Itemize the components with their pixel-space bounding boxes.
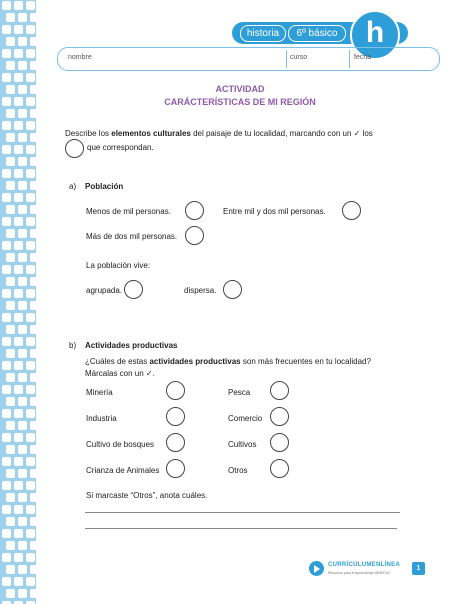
sidebar-tile: [26, 145, 35, 154]
sidebar-tile: [2, 457, 11, 466]
sidebar-tile: [14, 121, 23, 130]
sidebar-tile: [6, 133, 15, 142]
sidebar-tile: [14, 409, 23, 418]
sidebar-tile: [6, 445, 15, 454]
activity-label: Comercio: [228, 414, 263, 423]
activity-subtitle: CARÁCTERÍSTICAS DE MI REGIÓN: [164, 97, 316, 107]
activity-label: Crianza de Animales: [86, 466, 160, 475]
sidebar-tile: [18, 397, 27, 406]
sidebar-tile: [2, 1, 11, 10]
option-checkbox[interactable]: [223, 280, 242, 299]
sidebar-tile: [6, 397, 15, 406]
sidebar-tile: [14, 1, 23, 10]
sidebar-tile: [30, 37, 36, 46]
sidebar-tile: [18, 37, 27, 46]
activity-checkbox[interactable]: [270, 459, 289, 478]
sidebar-tile: [2, 73, 11, 82]
sidebar-tile: [6, 85, 15, 94]
sidebar-tile: [6, 541, 15, 550]
sidebar-tile: [2, 193, 11, 202]
option-checkbox[interactable]: [185, 226, 204, 245]
sidebar-tile: [2, 529, 11, 538]
activity-title: ACTIVIDAD: [215, 84, 265, 94]
section-b-marker: b): [69, 341, 77, 350]
decorative-sidebar: [0, 0, 36, 604]
brand-name: CURRÍCULUMENLÍNEA: [328, 562, 401, 568]
student-info-bar: [57, 47, 440, 71]
sidebar-tile: [6, 253, 15, 262]
sidebar-tile: [26, 481, 35, 490]
sidebar-tile: [26, 265, 35, 274]
sidebar-tile: [26, 457, 35, 466]
option-checkbox[interactable]: [185, 201, 204, 220]
sidebar-tile: [14, 25, 23, 34]
sidebar-tile: [26, 313, 35, 322]
sidebar-tile: [26, 577, 35, 586]
sidebar-tile: [6, 469, 15, 478]
sidebar-tile: [26, 217, 35, 226]
activity-checkbox[interactable]: [166, 459, 185, 478]
sidebar-tile: [6, 205, 15, 214]
question-text: La población vive:: [86, 261, 151, 270]
sidebar-tile: [2, 433, 11, 442]
sidebar-tile: [6, 61, 15, 70]
sidebar-tile: [14, 577, 23, 586]
sidebar-tile: [18, 61, 27, 70]
question-text-line2: Márcalas con un ✓.: [85, 369, 155, 378]
sidebar-tile: [26, 289, 35, 298]
brand-tagline: Recursos para el aprendizaje MINEDUC: [328, 571, 391, 575]
sidebar-tile: [2, 265, 11, 274]
sidebar-tile: [30, 61, 36, 70]
answer-line[interactable]: [85, 528, 397, 529]
date-field-label: fecha: [354, 54, 372, 61]
sidebar-tile: [30, 493, 36, 502]
sidebar-tile: [26, 529, 35, 538]
sidebar-tile: [18, 541, 27, 550]
activity-label: Otros: [228, 466, 248, 475]
sidebar-tile: [6, 109, 15, 118]
sidebar-tile: [6, 517, 15, 526]
sidebar-tile: [26, 241, 35, 250]
sidebar-tile: [6, 493, 15, 502]
sidebar-tile: [6, 325, 15, 334]
sidebar-tile: [14, 433, 23, 442]
sidebar-tile: [2, 481, 11, 490]
sidebar-tile: [18, 493, 27, 502]
sidebar-tile: [18, 205, 27, 214]
sidebar-tile: [14, 289, 23, 298]
sidebar-tile: [2, 337, 11, 346]
sidebar-tile: [30, 109, 36, 118]
instructions-text: Describe los elementos culturales del paisaje de tu localidad, marcando con un ✓ los: [65, 129, 373, 138]
sidebar-tile: [26, 505, 35, 514]
sidebar-tile: [30, 589, 36, 598]
sidebar-tile: [30, 157, 36, 166]
activity-label: Minería: [86, 388, 113, 397]
sidebar-tile: [26, 49, 35, 58]
sidebar-tile: [26, 385, 35, 394]
sidebar-tile: [2, 313, 11, 322]
activity-checkbox[interactable]: [166, 433, 185, 452]
sidebar-tile: [30, 85, 36, 94]
sidebar-tile: [2, 97, 11, 106]
sidebar-tile: [30, 277, 36, 286]
section-a-marker: a): [69, 182, 77, 191]
course-field-label: curso: [290, 54, 308, 61]
sidebar-tile: [14, 217, 23, 226]
activity-label: Cultivo de bosques: [86, 440, 155, 449]
sidebar-tile: [6, 349, 15, 358]
sidebar-tile: [2, 553, 11, 562]
sidebar-tile: [14, 361, 23, 370]
others-prompt: Si marcaste “Otros”, anota cuáles.: [86, 491, 208, 500]
sidebar-tile: [2, 121, 11, 130]
sidebar-tile: [30, 421, 36, 430]
sidebar-tile: [2, 409, 11, 418]
sidebar-tile: [26, 433, 35, 442]
example-check-circle: [65, 139, 84, 158]
section-b-heading: Actividades productivas: [85, 341, 178, 350]
sidebar-tile: [2, 361, 11, 370]
sidebar-tile: [26, 1, 35, 10]
sidebar-tile: [26, 553, 35, 562]
sidebar-tile: [14, 241, 23, 250]
sidebar-tile: [30, 469, 36, 478]
sidebar-tile: [6, 589, 15, 598]
sidebar-tile: [2, 145, 11, 154]
divider: [286, 50, 287, 68]
page-number: 1: [412, 562, 425, 575]
sidebar-tile: [18, 565, 27, 574]
grade-label: 6º básico: [288, 25, 346, 42]
sidebar-tile: [2, 577, 11, 586]
option-label: Menos de mil personas.: [86, 207, 171, 216]
sidebar-tile: [18, 229, 27, 238]
sidebar-tile: [30, 205, 36, 214]
sidebar-tile: [6, 301, 15, 310]
sidebar-tile: [26, 73, 35, 82]
sidebar-tile: [26, 337, 35, 346]
sidebar-tile: [26, 409, 35, 418]
sidebar-tile: [30, 397, 36, 406]
sidebar-tile: [26, 361, 35, 370]
sidebar-tile: [26, 193, 35, 202]
sidebar-tile: [30, 325, 36, 334]
activity-label: Pesca: [228, 388, 251, 397]
activity-label: Industria: [86, 414, 117, 423]
sidebar-tile: [14, 145, 23, 154]
sidebar-tile: [14, 481, 23, 490]
sidebar-tile: [14, 529, 23, 538]
section-a-heading: Población: [85, 182, 124, 191]
sidebar-tile: [14, 49, 23, 58]
sidebar-tile: [6, 181, 15, 190]
sidebar-tile: [18, 181, 27, 190]
sidebar-tile: [18, 253, 27, 262]
sidebar-tile: [2, 289, 11, 298]
sidebar-tile: [26, 169, 35, 178]
sidebar-tile: [2, 169, 11, 178]
option-label: Más de dos mil personas.: [86, 232, 178, 241]
divider: [349, 50, 350, 68]
option-label: Entre mil y dos mil personas.: [223, 207, 326, 216]
sidebar-tile: [30, 541, 36, 550]
sidebar-tile: [14, 193, 23, 202]
sidebar-tile: [14, 169, 23, 178]
sidebar-tile: [18, 589, 27, 598]
sidebar-tile: [30, 517, 36, 526]
sidebar-tile: [18, 133, 27, 142]
sidebar-tile: [6, 13, 15, 22]
instructions-text-line2: que correspondan.: [87, 143, 154, 152]
sidebar-tile: [30, 373, 36, 382]
activity-checkbox[interactable]: [270, 407, 289, 426]
activity-label: Cultivos: [228, 440, 257, 449]
sidebar-tile: [2, 25, 11, 34]
sidebar-tile: [18, 13, 27, 22]
question-text: ¿Cuáles de estas actividades productivas son más frecuentes en tu localidad?: [85, 357, 371, 366]
sidebar-tile: [18, 469, 27, 478]
sidebar-tile: [2, 505, 11, 514]
sidebar-tile: [30, 445, 36, 454]
option-label: dispersa.: [184, 286, 217, 295]
sidebar-tile: [18, 517, 27, 526]
sidebar-tile: [30, 13, 36, 22]
sidebar-tile: [26, 25, 35, 34]
sidebar-tile: [26, 121, 35, 130]
subject-label: historia: [240, 25, 286, 42]
sidebar-tile: [30, 565, 36, 574]
sidebar-tile: [30, 133, 36, 142]
sidebar-tile: [30, 181, 36, 190]
sidebar-tile: [14, 385, 23, 394]
sidebar-tile: [2, 385, 11, 394]
sidebar-tile: [26, 97, 35, 106]
activity-checkbox[interactable]: [270, 381, 289, 400]
activity-checkbox[interactable]: [166, 407, 185, 426]
sidebar-tile: [14, 457, 23, 466]
sidebar-tile: [30, 301, 36, 310]
sidebar-tile: [6, 37, 15, 46]
sidebar-tile: [6, 277, 15, 286]
sidebar-tile: [18, 349, 27, 358]
sidebar-tile: [18, 445, 27, 454]
sidebar-tile: [2, 217, 11, 226]
sidebar-tile: [18, 277, 27, 286]
sidebar-tile: [6, 565, 15, 574]
option-checkbox[interactable]: [342, 201, 361, 220]
sidebar-tile: [14, 337, 23, 346]
sidebar-tile: [6, 229, 15, 238]
sidebar-tile: [14, 265, 23, 274]
name-field-label: nombre: [68, 54, 92, 61]
sidebar-tile: [30, 229, 36, 238]
sidebar-tile: [18, 301, 27, 310]
sidebar-tile: [6, 157, 15, 166]
sidebar-tile: [14, 505, 23, 514]
history-logo-icon: h: [350, 10, 400, 60]
sidebar-tile: [18, 421, 27, 430]
sidebar-tile: [14, 97, 23, 106]
sidebar-tile: [6, 373, 15, 382]
answer-line[interactable]: [85, 512, 400, 513]
activity-checkbox[interactable]: [166, 381, 185, 400]
sidebar-tile: [18, 109, 27, 118]
sidebar-tile: [2, 241, 11, 250]
option-label: agrupada.: [86, 286, 123, 295]
sidebar-tile: [6, 421, 15, 430]
activity-checkbox[interactable]: [270, 433, 289, 452]
sidebar-tile: [14, 73, 23, 82]
sidebar-tile: [2, 49, 11, 58]
option-checkbox[interactable]: [124, 280, 143, 299]
sidebar-tile: [14, 553, 23, 562]
sidebar-tile: [18, 325, 27, 334]
sidebar-tile: [18, 373, 27, 382]
curriculum-logo-icon: [309, 561, 324, 576]
sidebar-tile: [30, 349, 36, 358]
sidebar-tile: [30, 253, 36, 262]
sidebar-tile: [18, 85, 27, 94]
sidebar-tile: [18, 157, 27, 166]
sidebar-tile: [14, 313, 23, 322]
